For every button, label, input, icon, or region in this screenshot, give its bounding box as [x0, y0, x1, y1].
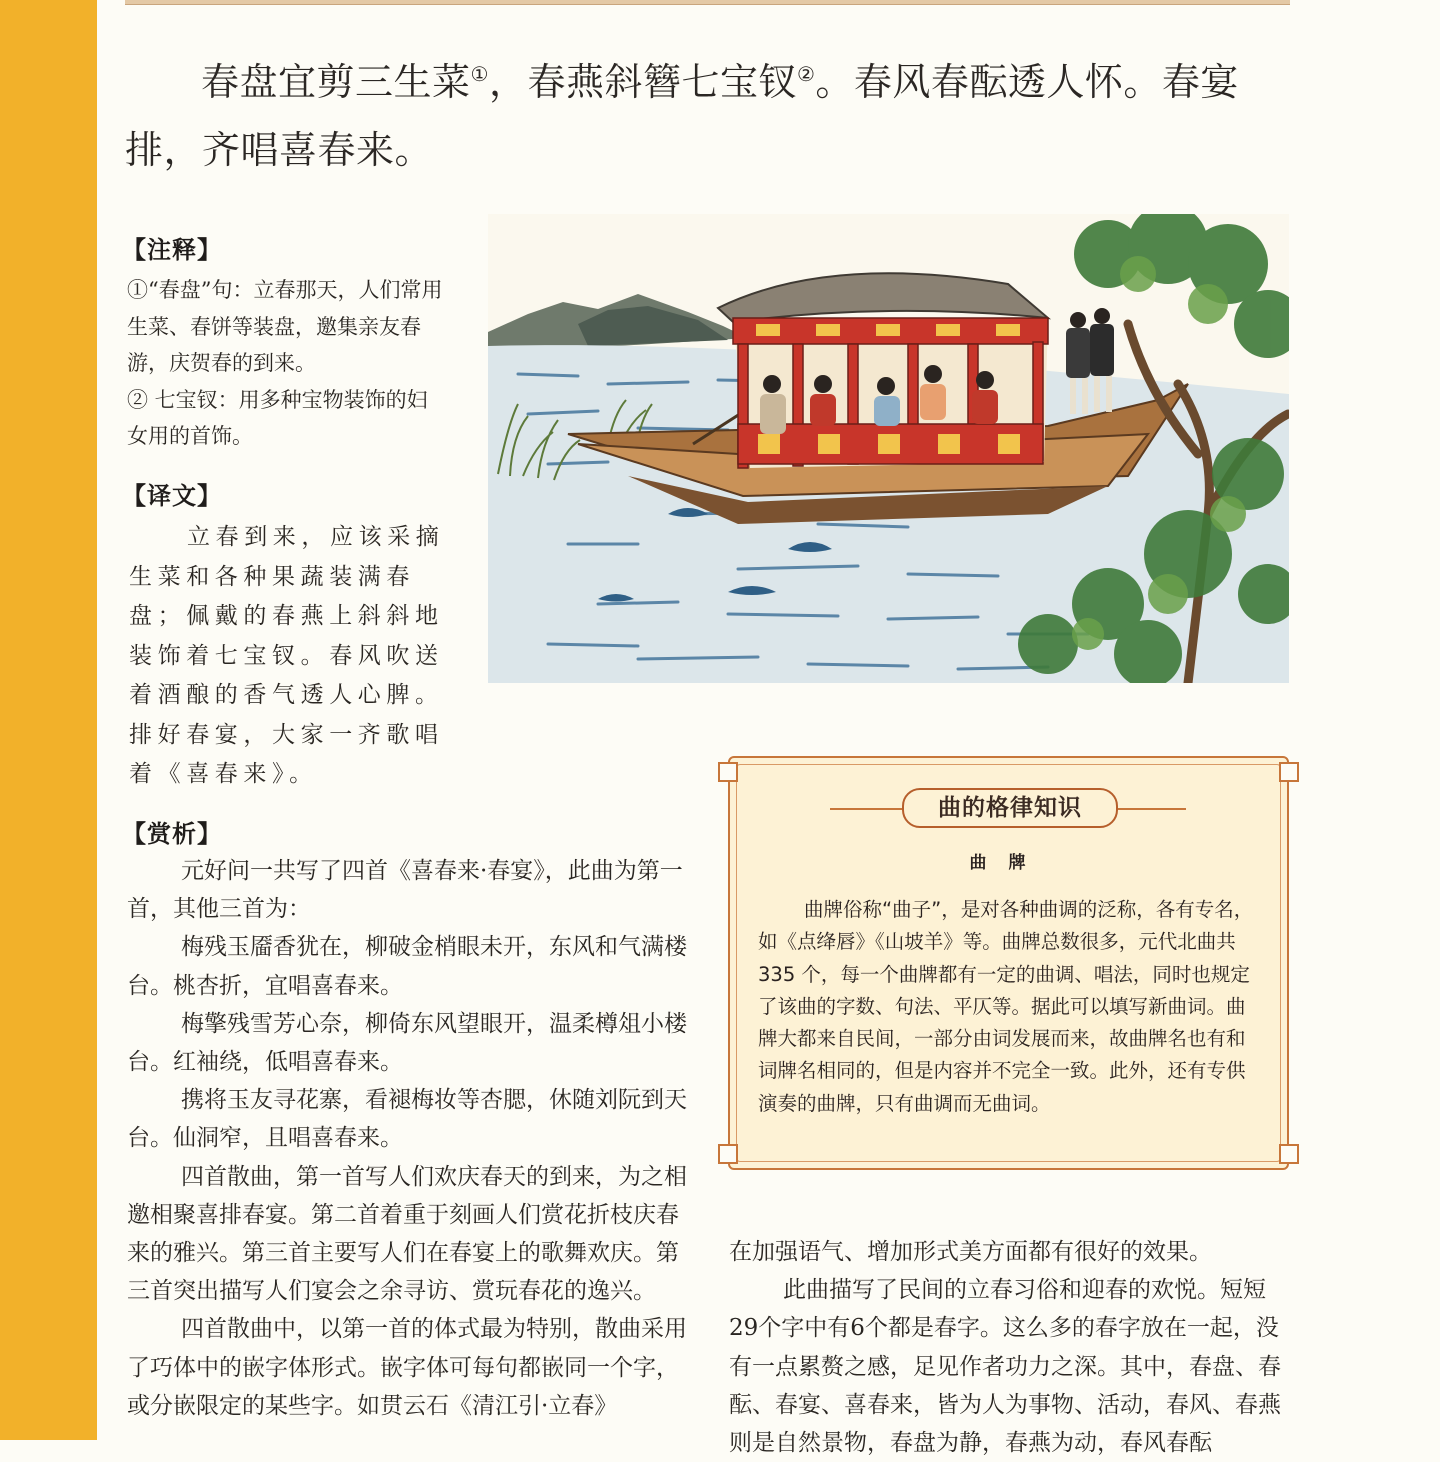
knowledge-text [758, 894, 1263, 1120]
knowledge-subtitle: 曲牌 [969, 853, 1048, 873]
appreciation-paragraph: 在加强语气、增加形式美方面都有很好的效果。 [729, 1239, 1212, 1265]
title-rule [830, 808, 902, 810]
knowledge-paragraph: 曲牌俗称“曲子”，是对各种曲调的泛称，各有专名，如《点绛唇》《山坡羊》等。曲牌总数很多，元代北曲共 335 个，每一个曲牌都有一定的曲调、唱法，同时也规定了该曲的字数、句法、平仄等。据此可以填写新曲词。曲牌大都来自民间，一部分由词发展而来，故曲牌名也有和词牌名相同的，但是内容并不完全一致。此外，还有专供演奏的曲牌，只有曲调而无曲词。 [758, 898, 1254, 1115]
appreciation-paragraph: 梅残玉靥香犹在，柳破金梢眼未开，东风和气满楼台。桃杏折，宜唱喜春来。 [127, 934, 687, 999]
knowledge-box [728, 756, 1289, 1170]
translation-heading: 【译文】 [122, 482, 222, 510]
knowledge-title: 曲的格律知识 [902, 788, 1118, 828]
title-rule [1114, 808, 1186, 810]
appreciation-paragraph: 四首散曲中，以第一首的体式最为特别，散曲采用了巧体中的嵌字体形式。嵌字体可每句都嵌同一个字，或分嵌限定的某些字。如贯云石《清江引·立春》 [127, 1316, 687, 1419]
appreciation-paragraph: 元好问一共写了四首《喜春来·春宴》，此曲为第一首，其他三首为： [127, 858, 683, 923]
corner-ornament [718, 1144, 738, 1164]
notes-heading: 【注释】 [122, 236, 222, 264]
translation-text: 立春到来，应该采摘生菜和各种果蔬装满春盘；佩戴的春燕上斜斜地装饰着七宝钗。春风吹送着酒酿的香气透人心脾。排好春宴，大家一齐歌唱着《喜春来》。 [129, 524, 445, 787]
knowledge-title-wrap [830, 788, 1190, 828]
top-rule [125, 0, 1290, 5]
corner-ornament [718, 762, 738, 782]
appreciation-paragraph: 携将玉友寻花寨，看褪梅妆等杏腮，休随刘阮到天台。仙洞窄，且唱喜春来。 [127, 1087, 687, 1152]
appreciation-paragraph: 四首散曲，第一首写人们欢庆春天的到来，为之相邀相聚喜排春宴。第二首着重于刻画人们赏花折枝庆春来的雅兴。第三首主要写人们在春宴上的歌舞欢庆。第三首突出描写人们宴会之余寻访、赏玩春花的逸兴。 [127, 1163, 687, 1305]
appreciation-right-column [729, 1233, 1294, 1462]
appreciation-heading: 【赏析】 [122, 820, 222, 848]
corner-ornament [1279, 1144, 1299, 1164]
poem-text: 春盘宜剪三生菜①，春燕斜簪七宝钗②。春风春酝透人怀。春宴排，齐唱喜春来。 [125, 60, 1239, 172]
note-mark: ① [470, 62, 489, 86]
appreciation-body [127, 852, 692, 1425]
appreciation-paragraph: 此曲描写了民间的立春习俗和迎春的欢悦。短短29个字中有6个都是春字。这么多的春字放在一起，没有一点累赘之感，足见作者功力之深。其中，春盘、春酝、春宴、喜春来，皆为人为事物、活动，春风、春燕则是自然景物，春盘为静，春燕为动，春风春酝 [729, 1277, 1281, 1457]
poem-block [125, 48, 1295, 184]
corner-ornament [1279, 762, 1299, 782]
note-item: ② 七宝钗：用多种宝物装饰的妇女用的首饰。 [127, 387, 428, 448]
note-mark: ② [796, 62, 816, 86]
notes-body [127, 272, 445, 455]
boat-scene-icon [488, 214, 1289, 683]
translation-body [129, 518, 447, 795]
appreciation-paragraph: 梅擎残雪芳心奈，柳倚东风望眼开，温柔樽俎小楼台。红袖绕，低唱喜春来。 [127, 1010, 687, 1076]
note-item: ①“春盘”句：立春那天，人们常用生菜、春饼等装盘，邀集亲友春游，庆贺春的到来。 [127, 278, 443, 375]
page-spine [0, 0, 97, 1440]
